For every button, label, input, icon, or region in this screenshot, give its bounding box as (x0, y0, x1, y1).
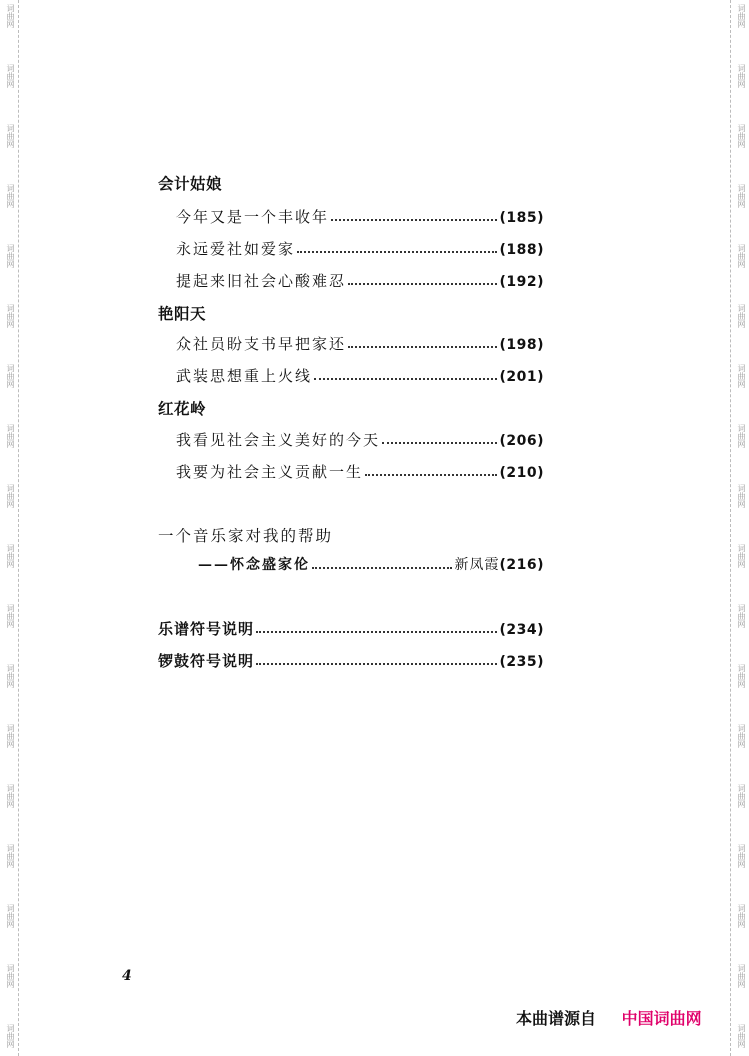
watermark-text: 词曲网 (6, 784, 15, 808)
toc-entry[interactable] (176, 333, 544, 354)
entry-page: (201) (499, 369, 544, 385)
toc-entry[interactable] (176, 238, 544, 259)
entry-page: (216) (499, 557, 544, 573)
watermark-text: 词曲网 (6, 244, 15, 268)
section-heading-row (158, 397, 544, 423)
page-number: 4 (122, 968, 132, 984)
toc-entry-appendix[interactable] (158, 618, 544, 639)
watermark-text: 词曲网 (737, 4, 746, 28)
watermark-text: 词曲网 (6, 844, 15, 868)
section-heading-row (158, 172, 544, 198)
watermark-text: 词曲网 (737, 904, 746, 928)
entry-page: (210) (499, 465, 544, 481)
watermark-text: 词曲网 (737, 364, 746, 388)
watermark-text: 词曲网 (737, 124, 746, 148)
watermark-text: 词曲网 (6, 964, 15, 988)
toc-entry[interactable] (176, 365, 544, 386)
leader-dots (348, 345, 497, 348)
article-author: 新凤霞 (454, 557, 500, 573)
watermark-text: 词曲网 (737, 724, 746, 748)
watermark-text: 词曲网 (737, 64, 746, 88)
right-watermark-strip (730, 0, 749, 1056)
article-heading: 一个音乐家对我的帮助 (158, 527, 334, 545)
toc-entry[interactable] (176, 429, 544, 450)
watermark-text: 词曲网 (6, 484, 15, 508)
watermark-text: 词曲网 (6, 64, 15, 88)
leader-dots (365, 473, 497, 476)
watermark-text: 词曲网 (6, 904, 15, 928)
footer-site-name[interactable]: 中国词曲网 (621, 1009, 702, 1028)
entry-title: 永远爱社如爱家 (176, 240, 296, 258)
watermark-text: 词曲网 (737, 1024, 746, 1048)
footer-source-banner (516, 1006, 702, 1029)
article-heading-row (158, 524, 544, 550)
toc-entry-article[interactable] (198, 554, 544, 574)
watermark-text: 词曲网 (737, 964, 746, 988)
watermark-text: 词曲网 (6, 424, 15, 448)
entry-title: 提起来旧社会心酸难忍 (176, 272, 347, 290)
watermark-text: 词曲网 (737, 244, 746, 268)
watermark-text: 词曲网 (737, 664, 746, 688)
leader-dots (256, 662, 497, 665)
watermark-text: 词曲网 (6, 304, 15, 328)
section-heading: 艳阳天 (158, 304, 207, 323)
watermark-text: 词曲网 (737, 184, 746, 208)
watermark-text: 词曲网 (6, 724, 15, 748)
watermark-text: 词曲网 (737, 304, 746, 328)
watermark-text: 词曲网 (737, 844, 746, 868)
left-watermark-strip (0, 0, 19, 1056)
entry-title: 我看见社会主义美好的今天 (176, 431, 381, 449)
watermark-text: 词曲网 (6, 184, 15, 208)
toc-entry[interactable] (176, 461, 544, 482)
watermark-text: 词曲网 (737, 484, 746, 508)
section-heading-row (158, 302, 544, 328)
watermark-text: 词曲网 (737, 424, 746, 448)
watermark-text: 词曲网 (737, 544, 746, 568)
leader-dots (348, 282, 497, 285)
watermark-text: 词曲网 (6, 544, 15, 568)
entry-page: (188) (499, 242, 544, 258)
toc-entry[interactable] (176, 206, 544, 227)
entry-page: (234) (499, 622, 544, 638)
section-heading: 会计姑娘 (158, 174, 223, 193)
leader-dots (312, 566, 452, 569)
watermark-text: 词曲网 (6, 364, 15, 388)
watermark-text: 词曲网 (737, 604, 746, 628)
leader-dots (331, 218, 497, 221)
watermark-text: 词曲网 (6, 124, 15, 148)
entry-page: (235) (499, 654, 544, 670)
entry-title: 乐谱符号说明 (158, 620, 255, 638)
entry-title: 我要为社会主义贡献一生 (176, 463, 364, 481)
entry-title: 今年又是一个丰收年 (176, 208, 330, 226)
entry-title: 众社员盼支书早把家还 (176, 335, 347, 353)
watermark-text: 词曲网 (6, 604, 15, 628)
watermark-text: 词曲网 (6, 4, 15, 28)
section-heading: 红花岭 (158, 399, 207, 418)
toc-entry-appendix[interactable] (158, 650, 544, 671)
watermark-text: 词曲网 (6, 664, 15, 688)
entry-page: (198) (499, 337, 544, 353)
leader-dots (382, 441, 497, 444)
entry-page: (192) (499, 274, 544, 290)
entry-page: (206) (499, 433, 544, 449)
entry-title: 锣鼓符号说明 (158, 652, 255, 670)
leader-dots (297, 250, 497, 253)
toc-entry[interactable] (176, 270, 544, 291)
watermark-text: 词曲网 (6, 1024, 15, 1048)
leader-dots (256, 630, 497, 633)
watermark-text: 词曲网 (737, 784, 746, 808)
entry-title: 武装思想重上火线 (176, 367, 313, 385)
article-subtitle: ——怀念盛家伦 (198, 557, 310, 573)
entry-page: (185) (499, 210, 544, 226)
leader-dots (314, 377, 497, 380)
footer-source-label: 本曲谱源自 (516, 1009, 597, 1028)
